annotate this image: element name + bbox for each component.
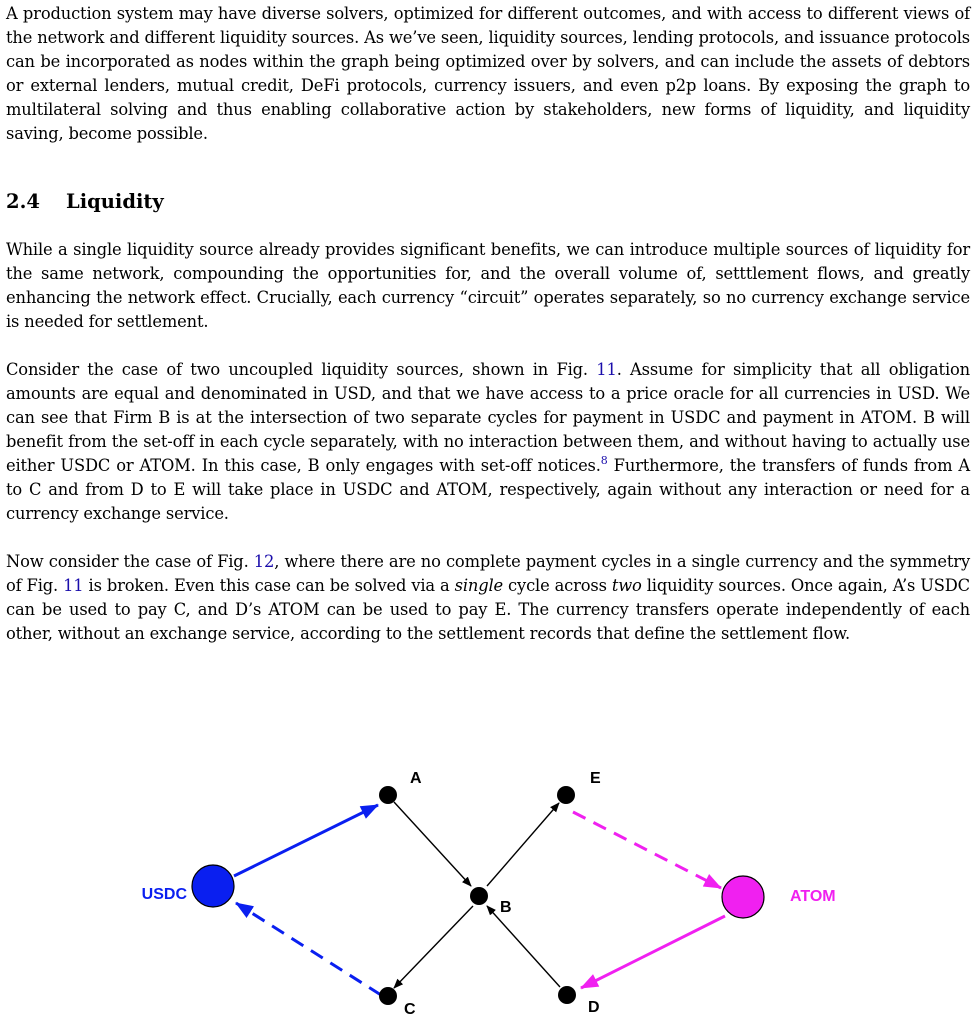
atom-label: ATOM bbox=[790, 888, 836, 905]
node-d bbox=[558, 986, 576, 1004]
section-title: Liquidity bbox=[66, 190, 164, 213]
node-b bbox=[470, 887, 488, 905]
atom-to-d-edge bbox=[581, 916, 725, 988]
node-e-label: E bbox=[590, 770, 601, 787]
d-to-b-edge bbox=[487, 906, 560, 987]
usdc-label: USDC bbox=[141, 886, 187, 903]
figure-ref-link[interactable]: 11 bbox=[596, 360, 617, 379]
intro-paragraph: A production system may have diverse solvers, optimized for different outcomes, and with access to different views of the network and different liquidity sources. As we’ve seen, liquidity sources, lending protocols, and issuance protocols can be incorporated as nodes within the graph being optimized over by solvers, and can include the assets of debtors or external lenders, mutual credit, DeFi protocols, currency issuers, and even p2p loans. By exposing the graph to multilateral solving and thus enabling collaborative action by stakeholders, new forms of liquidity, and liquidity saving, become possible. bbox=[6, 4, 970, 143]
b-to-e-edge bbox=[487, 803, 559, 886]
atom-node bbox=[722, 876, 764, 918]
node-a bbox=[379, 786, 397, 804]
liquidity-diagram bbox=[0, 735, 976, 1015]
usdc-node bbox=[192, 865, 234, 907]
node-d-label: D bbox=[588, 999, 600, 1015]
b-to-c-edge bbox=[394, 906, 473, 988]
paper-page bbox=[6, 0, 970, 646]
paragraph-broken-symmetry: Now consider the case of Fig. 12, where there are no complete payment cycles in a single currency and the symmetry of Fig. 11 is broken. Even this case can be solved via a single cycle across two liquidity sources. Once again, A’s USDC can be used to pay C, and D’s ATOM can be used to pay E. The currency transfers operate independently of each other, without an exchange service, according to the settlement records that define the settlement flow. bbox=[6, 552, 970, 643]
e-to-atom-edge bbox=[573, 812, 721, 888]
footnote-marker[interactable]: 8 bbox=[600, 454, 608, 467]
node-e bbox=[557, 786, 575, 804]
node-c bbox=[379, 987, 397, 1005]
section-heading bbox=[6, 189, 970, 215]
paragraph-uncoupled-sources: Consider the case of two uncoupled liquidity sources, shown in Fig. 11. Assume for simplicity that all obligation amounts are equal and denominated in USD, and that we have access to a price oracle for all currencies in USD. We can see that Firm B is at the intersection of two separate cycles for payment in USDC and payment in ATOM. B will benefit from the set-off in each cycle separately, with no interaction between them, and without having to actually use either USDC or ATOM. In this case, B only engages with set-off notices.$^8$ Furthermore, the transfers of funds from A to C and from D to E will take place in USDC and ATOM, respectively, again without any interaction or need for a currency exchange service. bbox=[6, 360, 970, 523]
node-c-label: C bbox=[404, 1001, 416, 1015]
node-b-label: B bbox=[500, 899, 512, 916]
section-number: 2.4 bbox=[6, 190, 40, 213]
figure-ref-link[interactable]: 12 bbox=[253, 552, 275, 571]
figure-ref-link[interactable]: 11 bbox=[63, 576, 84, 595]
usdc-to-a-edge bbox=[234, 805, 378, 876]
paragraph-multiple-sources: While a single liquidity source already provides significant benefits, we can introduce multiple sources of liquidity for the same network, compounding the opportunities for, and the overall volume of, setttlement flows, and greatly enhancing the network effect. Crucially, each currency “circuit” operates separately, so no currency exchange service is needed for settlement. bbox=[6, 240, 970, 331]
a-to-b-edge bbox=[394, 802, 471, 886]
node-a-label: A bbox=[410, 770, 422, 787]
c-to-usdc-edge bbox=[236, 903, 381, 995]
liquidity-figure bbox=[0, 735, 976, 1015]
